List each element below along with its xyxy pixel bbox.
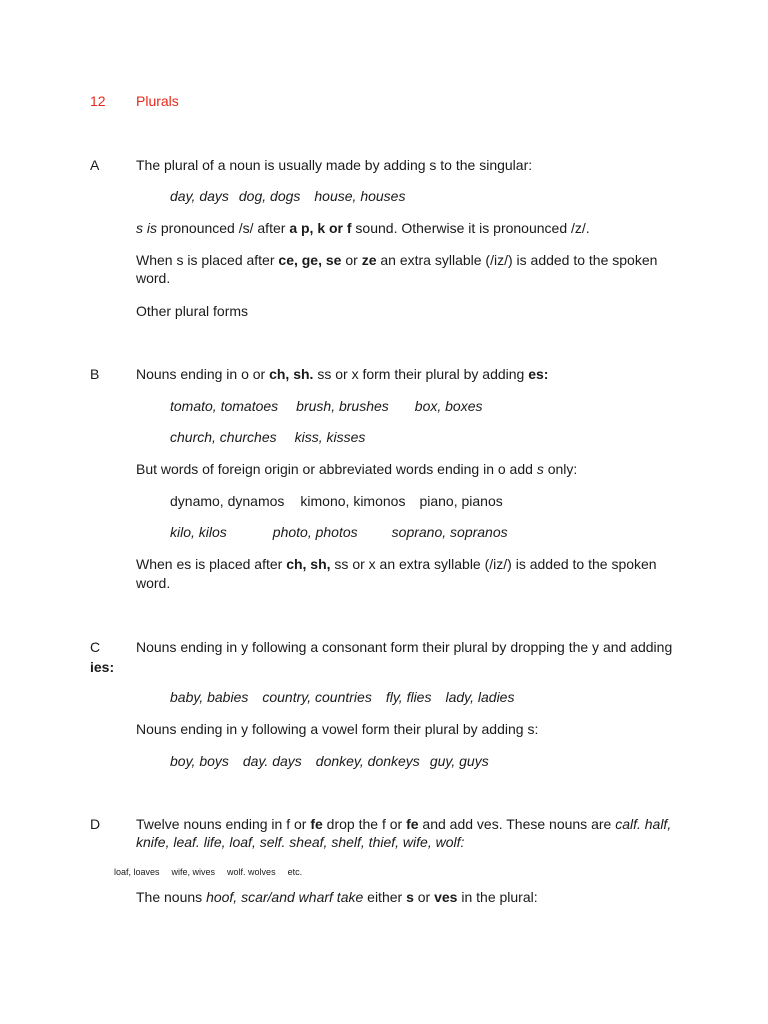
- section-d-small-examples: [114, 866, 302, 878]
- section-c-vowel-rule: Nouns ending in y following a vowel form their plural by adding s:: [136, 721, 539, 737]
- section-b-examples-2: [170, 428, 365, 446]
- example: kilo, kilos: [170, 524, 227, 540]
- example: etc.: [287, 867, 303, 877]
- section-c-intro: Nouns ending in y following a consonant form their plural by dropping the y and adding: [136, 639, 673, 655]
- rule-text: ss or x an extra syllable (/iz/) is added to the spoken: [330, 556, 657, 572]
- rule-text: When s is placed after: [136, 252, 279, 268]
- example: dynamo, dynamos: [170, 493, 285, 509]
- pronunciation-rule: [136, 219, 590, 237]
- rule-text: fe: [310, 816, 323, 832]
- rule-text: Twelve nouns ending in f or: [136, 816, 311, 832]
- example: guy, guys: [429, 753, 489, 769]
- rule-text: But words of foreign origin or abbreviated words ending in o add: [136, 461, 537, 477]
- section-b-intro: [136, 365, 548, 383]
- example: kiss, kisses: [294, 429, 366, 445]
- rule-text: only:: [543, 461, 578, 477]
- rule-text: sound. Otherwise it is pronounced /z/.: [351, 220, 590, 236]
- rule-text: When es is placed after: [136, 556, 287, 572]
- section-a-intro: The plural of a noun is usually made by adding s to the singular:: [136, 157, 533, 173]
- example: day, days: [170, 188, 229, 204]
- syllable-rule-b: [136, 555, 657, 573]
- section-letter-a: A: [90, 157, 100, 173]
- syllable-rule-a-cont: word.: [136, 270, 171, 286]
- example: fly, flies: [385, 689, 432, 705]
- rule-text: ves: [434, 889, 458, 905]
- example: day. days: [242, 753, 302, 769]
- rule-text: hoof, scar/and wharf take: [206, 889, 364, 905]
- example: kimono, kimonos: [300, 493, 406, 509]
- section-d-intro-cont: knife, leaf. life, loaf, self. sheaf, shelf, thief, wife, wolf:: [136, 834, 465, 850]
- rule-text: a p, k or f: [289, 220, 352, 236]
- rule-text: The nouns: [136, 889, 207, 905]
- example: wife, wives: [171, 867, 216, 877]
- example: baby, babies: [170, 689, 249, 705]
- section-b-examples-1: [170, 397, 483, 415]
- foreign-words-rule: [136, 460, 577, 478]
- example: photo, photos: [272, 524, 358, 540]
- section-c-examples-2: [170, 752, 489, 770]
- rule-text: pronounced /s/ after: [157, 220, 290, 236]
- example: wolf. wolves: [227, 867, 276, 877]
- section-b-examples-3: [170, 492, 503, 510]
- rule-text: in the plural:: [457, 889, 538, 905]
- rule-text: es:: [528, 366, 549, 382]
- rule-text: s: [406, 889, 414, 905]
- rule-text: or: [341, 252, 362, 268]
- example: box, boxes: [414, 398, 483, 414]
- section-a-examples: [170, 187, 405, 205]
- section-letter-d: D: [90, 816, 101, 832]
- section-d-intro: [136, 815, 671, 833]
- example: house, houses: [314, 188, 406, 204]
- section-c-examples-1: [170, 688, 514, 706]
- chapter-number: 12: [90, 93, 106, 109]
- syllable-rule-a: [136, 251, 657, 269]
- rule-text: ze: [361, 252, 377, 268]
- example: tomato, tomatoes: [170, 398, 279, 414]
- rule-text: ce, ge, se: [278, 252, 342, 268]
- rule-text: either: [363, 889, 407, 905]
- section-letter-c: C: [90, 639, 101, 655]
- rule-text: ss or x form their plural by adding: [313, 366, 529, 382]
- syllable-rule-b-cont: word.: [136, 575, 171, 591]
- example: piano, pianos: [419, 493, 503, 509]
- rule-text: drop the f or: [322, 816, 407, 832]
- rule-text: an extra syllable (/iz/) is added to the spoken: [376, 252, 658, 268]
- other-plural-forms: Other plural forms: [136, 303, 249, 319]
- rule-text: or: [413, 889, 435, 905]
- rule-text: ch, sh,: [286, 556, 331, 572]
- section-b-examples-4: [170, 523, 508, 541]
- example: country, countries: [262, 689, 372, 705]
- example: church, churches: [170, 429, 277, 445]
- ies-suffix: ies:: [90, 659, 115, 675]
- rule-text: s is: [136, 220, 157, 236]
- rule-text: Nouns ending in o or: [136, 366, 270, 382]
- example: donkey, donkeys: [315, 753, 420, 769]
- rule-text: calf. half,: [615, 816, 672, 832]
- example: lady, ladies: [445, 689, 515, 705]
- hoof-rule: [136, 888, 538, 906]
- chapter-title: Plurals: [136, 93, 179, 109]
- example: dog, dogs: [238, 188, 301, 204]
- rule-text: and add ves. These nouns are: [418, 816, 616, 832]
- rule-text: s: [536, 461, 544, 477]
- example: soprano, sopranos: [391, 524, 508, 540]
- rule-text: ch, sh.: [269, 366, 314, 382]
- section-letter-b: B: [90, 366, 100, 382]
- example: loaf, loaves: [114, 867, 160, 877]
- rule-text: fe: [406, 816, 419, 832]
- example: boy, boys: [170, 753, 229, 769]
- example: brush, brushes: [296, 398, 389, 414]
